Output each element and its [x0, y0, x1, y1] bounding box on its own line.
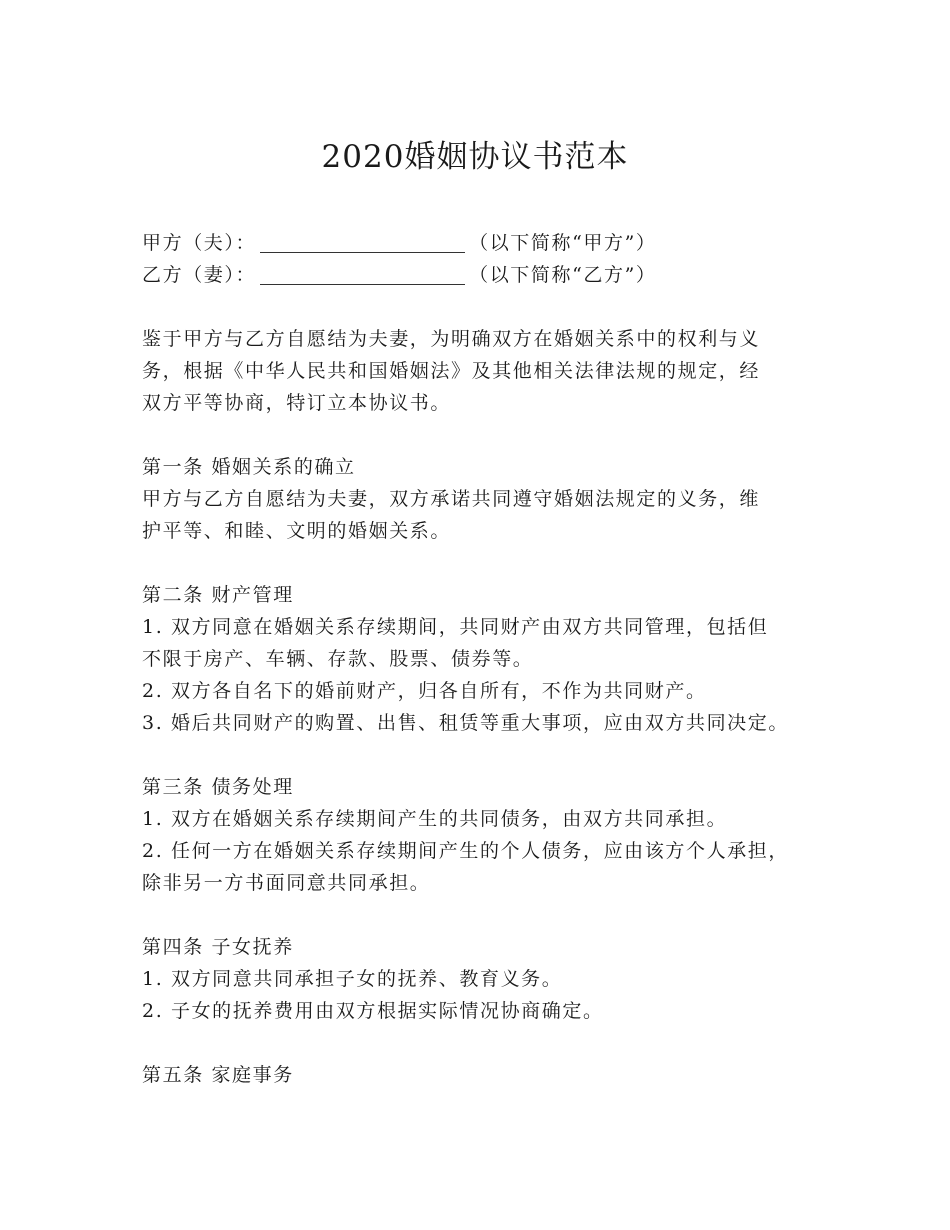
article-3-line: 2. 任何一方在婚姻关系存续期间产生的个人债务，应由该方个人承担，: [142, 840, 789, 862]
article-4-line: 2. 子女的抚养费用由双方根据实际情况协商确定。: [142, 1000, 604, 1022]
party-b-label: 乙方（妻）：: [142, 264, 257, 286]
article-1-line: 护平等、和睦、文明的婚姻关系。: [142, 520, 452, 542]
party-b-note: （以下简称“乙方”）: [469, 264, 657, 286]
preamble-line: 鉴于甲方与乙方自愿结为夫妻，为明确双方在婚姻关系中的权利与义: [142, 328, 761, 350]
party-b-line: [142, 259, 842, 291]
party-a-note: （以下简称“甲方”）: [469, 232, 657, 254]
article-1-line: 甲方与乙方自愿结为夫妻，双方承诺共同遵守婚姻法规定的义务，维: [142, 488, 761, 510]
article-2-line: 2. 双方各自名下的婚前财产，归各自所有，不作为共同财产。: [142, 680, 707, 702]
party-a-line: [142, 227, 842, 259]
article-3-line: 1. 双方在婚姻关系存续期间产生的共同债务，由双方共同承担。: [142, 808, 728, 830]
document-body: [142, 227, 842, 1091]
preamble-line: 务，根据《中华人民共和国婚姻法》及其他相关法律法规的规定，经: [142, 360, 761, 382]
article-4-line: 1. 双方同意共同承担子女的抚养、教育义务。: [142, 968, 563, 990]
article-5-heading: 第五条 家庭事务: [142, 1064, 294, 1086]
party-a-label: 甲方（夫）：: [142, 232, 257, 254]
preamble-line: 双方平等协商，特订立本协议书。: [142, 392, 452, 414]
party-a-blank: [260, 230, 465, 253]
article-3-line: 除非另一方书面同意共同承担。: [142, 872, 431, 894]
article-2-line: 不限于房产、车辆、存款、股票、债券等。: [142, 648, 534, 670]
document-title: 2020婚姻协议书范本: [321, 139, 629, 175]
article-2-heading: 第二条 财产管理: [142, 584, 294, 606]
article-3-heading: 第三条 债务处理: [142, 776, 294, 798]
party-b-blank: [260, 262, 465, 285]
article-4-heading: 第四条 子女抚养: [142, 936, 294, 958]
article-2-line: 3. 婚后共同财产的购置、出售、租赁等重大事项，应由双方共同决定。: [142, 712, 789, 734]
article-2-line: 1. 双方同意在婚姻关系存续期间，共同财产由双方共同管理，包括但: [142, 616, 769, 638]
article-1-heading: 第一条 婚姻关系的确立: [142, 456, 356, 478]
